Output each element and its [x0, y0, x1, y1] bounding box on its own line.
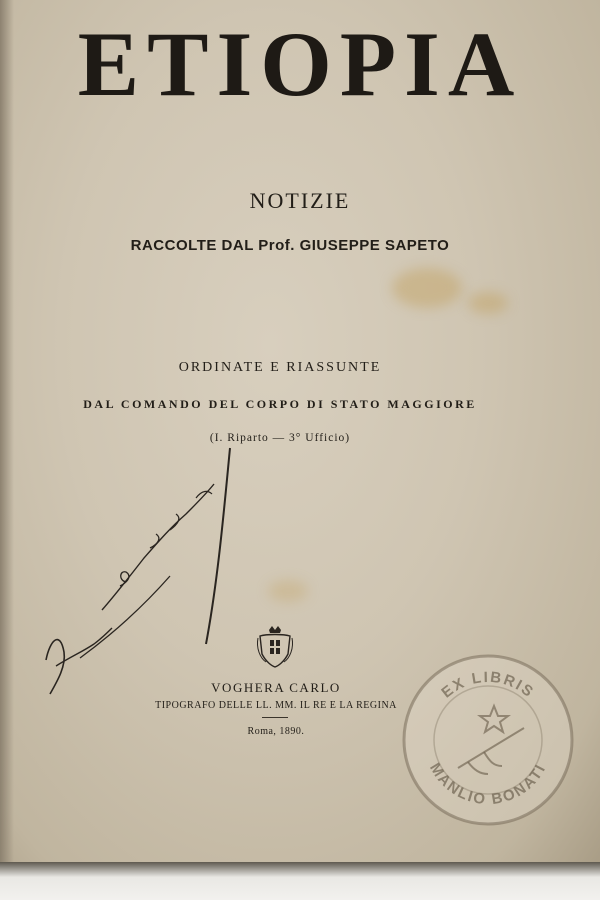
foxing-stain — [268, 580, 308, 602]
royal-crest-icon — [256, 624, 294, 668]
printer-title: TIPOGRAFO DELLE LL. MM. IL RE E LA REGINA — [155, 700, 397, 711]
background-surface — [0, 862, 600, 900]
compiler-line: RACCOLTE DAL Prof. GIUSEPPE SAPETO — [130, 237, 450, 254]
foxing-stain — [468, 292, 508, 314]
stamp-bottom-text: MANLIO BONATI — [426, 760, 550, 809]
publisher-name: VOGHERA CARLO — [211, 680, 341, 695]
book-title: ETIOPIA — [77, 13, 523, 115]
command-line: DAL COMANDO DEL CORPO DI STATO MAGGIORE — [83, 397, 477, 411]
place-date: Roma, 1890. — [247, 726, 305, 737]
divider-rule — [262, 717, 288, 718]
department-line: (I. Riparto — 3° Ufficio) — [209, 432, 351, 444]
ordered-line: ORDINATE E RIASSUNTE — [178, 360, 382, 375]
foxing-stain — [392, 268, 462, 308]
stamp-top-text: EX LIBRIS — [438, 668, 538, 702]
ex-libris-stamp — [398, 650, 578, 830]
subtitle: NOTIZIE — [249, 188, 351, 213]
